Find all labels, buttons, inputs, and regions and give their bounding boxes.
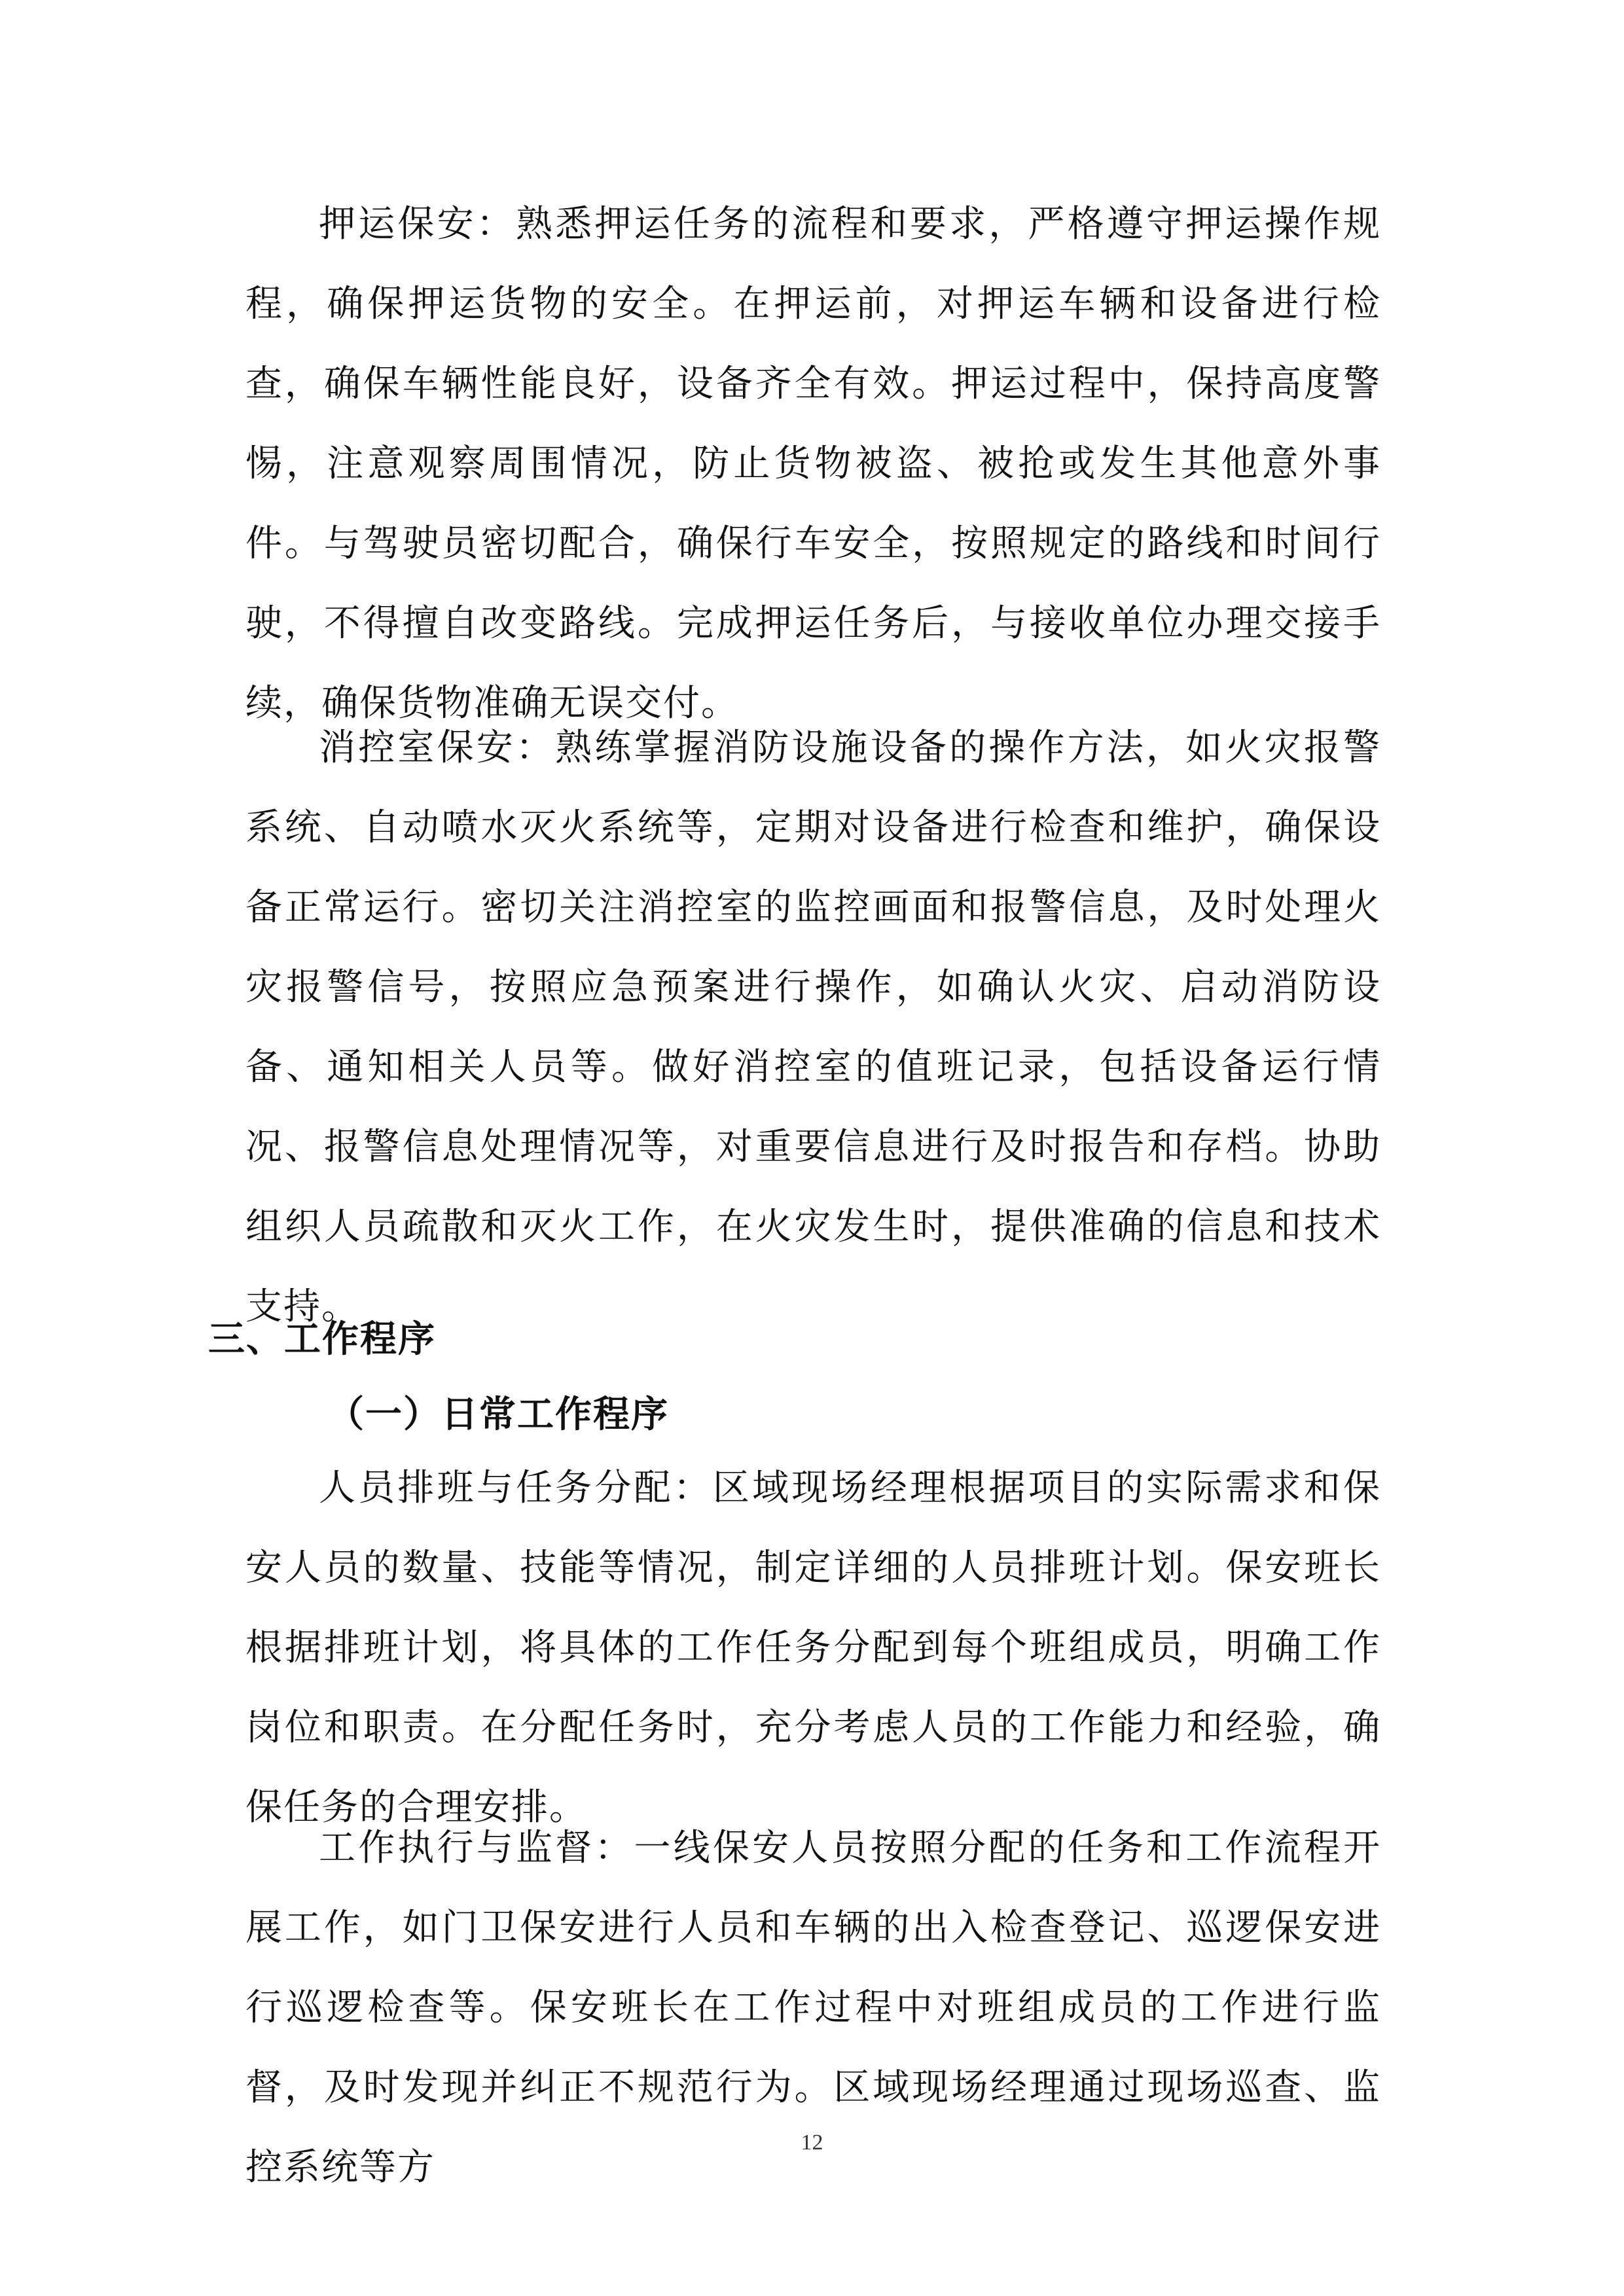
section-heading: 三、工作程序: [208, 1318, 436, 1361]
paragraph-text: 消控室保安：熟练掌握消防设施设备的操作方法，如火灾报警系统、自动喷水灭火系统等，定期对设备进行检查和维护，确保设备正常运行。密切关注消控室的监控画面和报警信息，及时处理火灾报警信号，按照应急预案进行操作，如确认火灾、启动消防设备、通知相关人员等。做好消控室的值班记录，包括设备运行情况、报警信息处理情况等，对重要信息进行及时报告和存档。协助组织人员疏散和灭火工作，在火灾发生时，提供准确的信息和技术支持。: [245, 726, 1381, 1328]
paragraph-text: 押运保安：熟悉押运任务的流程和要求，严格遵守押运操作规程，确保押运货物的安全。在押运前，对押运车辆和设备进行检查，确保车辆性能良好，设备齐全有效。押运过程中，保持高度警惕，注意观察周围情况，防止货物被盗、被抢或发生其他意外事件。与驾驶员密切配合，确保行车安全，按照规定的路线和时间行驶，不得擅自改变路线。完成押运任务后，与接收单位办理交接手续，确保货物准确无误交付。: [245, 203, 1381, 725]
paragraph-fire-control-guard: [245, 708, 1381, 1347]
paragraph-escort-guard: [245, 185, 1381, 744]
subsection-heading: （一）日常工作程序: [327, 1393, 669, 1436]
paragraph-scheduling: [245, 1448, 1381, 1848]
paragraph-text: 工作执行与监督：一线保安人员按照分配的任务和工作流程开展工作，如门卫保安进行人员和车辆的出入检查登记、巡逻保安进行巡逻检查等。保安班长在工作过程中对班组成员的工作进行监督，及时发现并纠正不规范行为。区域现场经理通过现场巡查、监控系统等方: [245, 1827, 1381, 2189]
page-number: 12: [801, 2130, 823, 2155]
paragraph-text: 人员排班与任务分配：区域现场经理根据项目的实际需求和保安人员的数量、技能等情况，制定详细的人员排班计划。保安班长根据排班计划，将具体的工作任务分配到每个班组成员，明确工作岗位和职责。在分配任务时，充分考虑人员的工作能力和经验，确保任务的合理安排。: [245, 1467, 1381, 1829]
